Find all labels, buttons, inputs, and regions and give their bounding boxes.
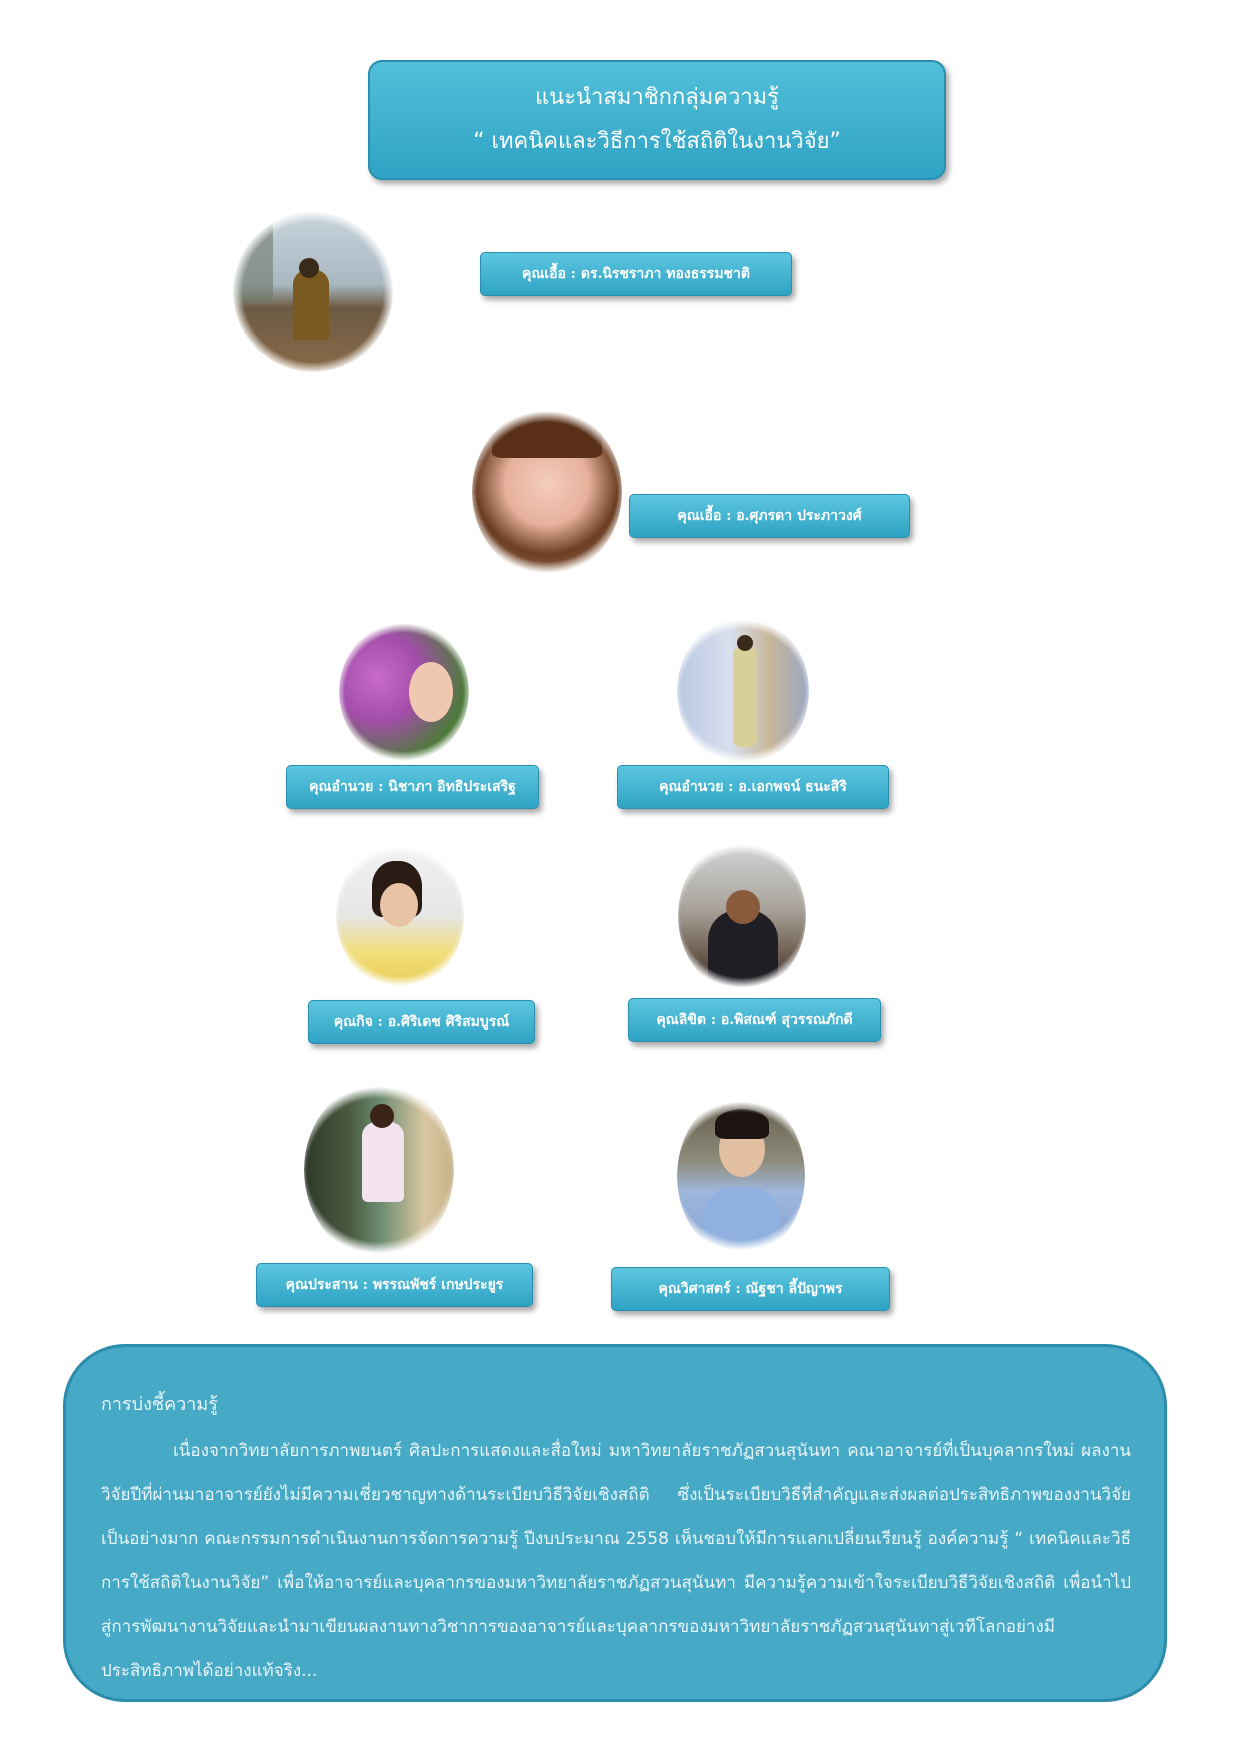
panel-heading: การบ่งชี้ความรู้ xyxy=(101,1394,218,1415)
member-photo-1 xyxy=(233,212,393,372)
member-photo-2 xyxy=(472,408,622,576)
title-line-1: แนะนำสมาชิกกลุ่มความรู้ xyxy=(534,85,779,110)
knowledge-identification-panel xyxy=(63,1344,1167,1702)
title-line-2: “ เทคนิคและวิธีการใช้สถิติในงานวิจัย” xyxy=(473,129,841,154)
member-label-5: คุณกิจ : อ.ศิริเดช ศิริสมบูรณ์ xyxy=(308,1000,535,1044)
member-label-1: คุณเอื้อ : ดร.นิรชราภา ทองธรรมชาติ xyxy=(480,252,792,296)
member-label-2: คุณเอื้อ : อ.ศุภรดา ประภาวงศ์ xyxy=(629,494,910,538)
title-banner xyxy=(368,60,946,180)
member-label-3: คุณอำนวย : นิชาภา อิทธิประเสริฐ xyxy=(286,765,539,809)
member-photo-7 xyxy=(304,1082,454,1258)
member-photo-5 xyxy=(336,843,464,989)
member-photo-3 xyxy=(339,622,469,762)
member-label-8: คุณวิศาสตร์ : ณัฐชา ลี้ปัญาพร xyxy=(611,1267,890,1311)
panel-body-text: เนื่องจากวิทยาลัยการภาพยนตร์ ศิลปะการแสดงและสื่อใหม่ มหาวิทยาลัยราชภัฏสวนสุนันทา คณาอาจารย์ที่เป็นบุคลากรใหม่ ผลงานวิจัยปีที่ผ่านมาอาจารย์ยังไม่มีความเชี่ยวชาญทางด้านระเบียบวิธีวิจัยเชิงสถิติ ซึ่งเป็นระเบียบวิธีที่สำคัญและส่งผลต่อประสิทธิภาพของงานวิจัยเป็นอย่างมาก คณะกรรมการดำเนินงานการจัดการความรู้ ปีงบประมาณ 2558 เห็นชอบให้มีการแลกเปลี่ยนเรียนรู้ องค์ความรู้ “ เทคนิคและวิธีการใช้สถิติในงานวิจัย” เพื่อให้อาจารย์และบุคลากรของมหาวิทยาลัยราชภัฏสวนสุนันทา มีความรู้ความเข้าใจระเบียบวิธีวิจัยเชิงสถิติ เพื่อนำไปสู่การพัฒนางานวิจัยและนำมาเขียนผลงานทางวิชาการของอาจารย์และบุคลากรของมหาวิทยาลัยราชภัฏสวนสุนันทาสู่เวทีโลกอย่างมีประสิทธิภาพได้อย่างแท้จริง... xyxy=(101,1441,1131,1681)
member-photo-6 xyxy=(678,840,806,992)
member-photo-4 xyxy=(677,617,809,765)
member-label-6: คุณลิขิต : อ.พิสณฑ์ สุวรรณภักดี xyxy=(628,998,881,1042)
member-label-4: คุณอำนวย : อ.เอกพจน์ ธนะสิริ xyxy=(617,765,889,809)
member-label-7: คุณประสาน : พรรณพัชร์ เกษประยูร xyxy=(256,1263,533,1307)
member-photo-8 xyxy=(677,1095,805,1257)
